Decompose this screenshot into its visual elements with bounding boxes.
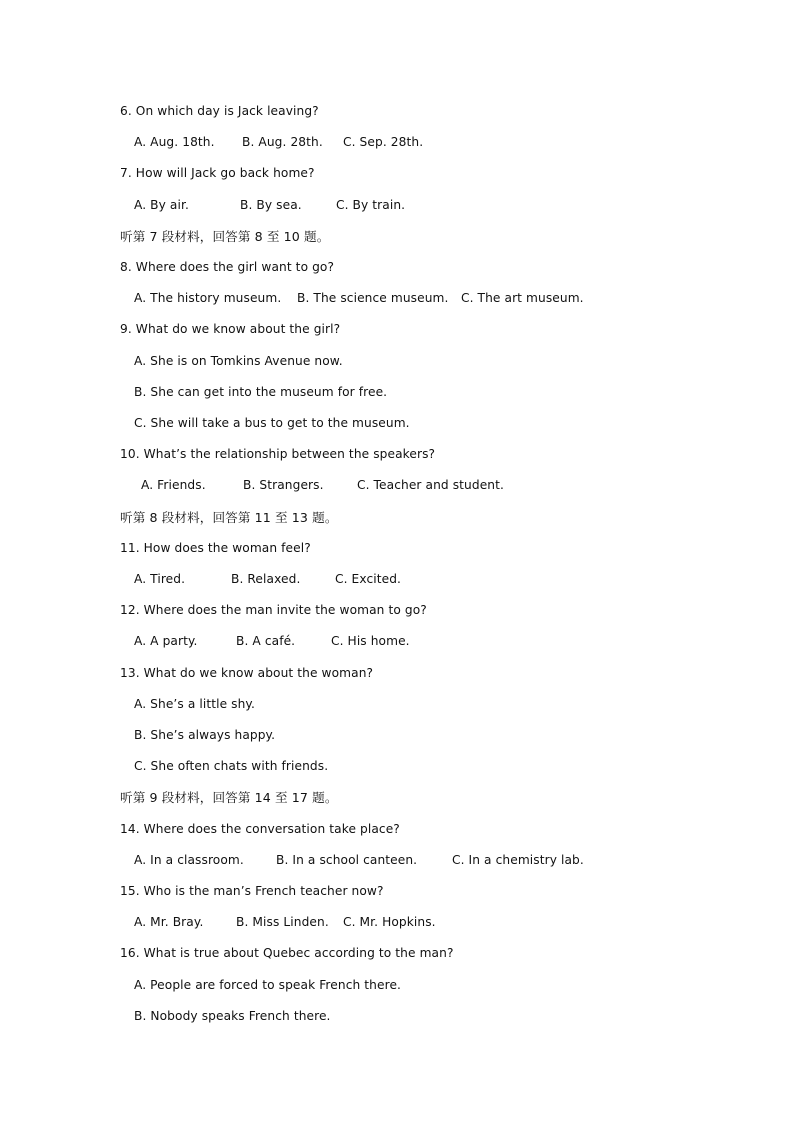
question-9-option-a: A. She is on Tomkins Avenue now. [134,354,343,368]
option-c: C. By train. [336,198,406,212]
question-9-option-b: B. She can get into the museum for free. [134,385,388,399]
option-b: B. By sea. [240,198,302,212]
question-12-stem: 12. Where does the man invite the woman to go? [120,603,427,617]
option-c: C. Sep. 28th. [343,135,424,149]
option-a: A. A party. [134,634,198,648]
option-b: B. The science museum. [297,291,449,305]
question-16-option-a: A. People are forced to speak French there. [134,978,402,992]
option-a: A. Friends. [141,478,206,492]
option-c: C. Teacher and student. [357,478,504,492]
question-16-stem: 16. What is true about Quebec according to the man? [120,946,454,960]
question-14-stem: 14. Where does the conversation take place? [120,822,400,836]
question-8-stem: 8. Where does the girl want to go? [120,260,335,274]
question-13-stem: 13. What do we know about the woman? [120,666,374,680]
option-b: B. In a school canteen. [276,853,418,867]
question-6-stem: 6. On which day is Jack leaving? [120,104,319,118]
option-a: A. In a classroom. [134,853,244,867]
question-9-option-c: C. She will take a bus to get to the museum. [134,416,410,430]
question-13-option-a: A. She’s a little shy. [134,697,255,711]
option-c: C. Excited. [335,572,402,586]
option-a: A. The history museum. [134,291,282,305]
option-b: B. A café. [236,634,296,648]
question-15-options [134,914,436,930]
section-heading-9: 听第 9 段材料，回答第 14 至 17 题。 [120,790,338,805]
question-14-options [134,852,584,868]
option-b: B. Aug. 28th. [242,135,323,149]
section-heading-8: 听第 8 段材料，回答第 11 至 13 题。 [120,510,338,525]
question-10-options [141,477,504,493]
question-13-option-b: B. She’s always happy. [134,728,276,742]
question-8-options [134,290,584,306]
option-b: B. Strangers. [243,478,324,492]
option-b: B. Relaxed. [231,572,301,586]
question-16-option-b: B. Nobody speaks French there. [134,1009,331,1023]
option-c: C. His home. [331,634,410,648]
question-6-options [134,134,423,150]
option-b: B. Miss Linden. [236,915,329,929]
question-11-stem: 11. How does the woman feel? [120,541,311,555]
option-a: A. Mr. Bray. [134,915,204,929]
question-12-options [134,633,410,649]
option-c: C. Mr. Hopkins. [343,915,436,929]
question-9-stem: 9. What do we know about the girl? [120,322,341,336]
question-7-stem: 7. How will Jack go back home? [120,166,315,180]
option-a: A. Aug. 18th. [134,135,215,149]
question-7-options [134,197,405,213]
question-15-stem: 15. Who is the man’s French teacher now? [120,884,384,898]
question-11-options [134,571,401,587]
option-c: C. In a chemistry lab. [452,853,584,867]
section-heading-7: 听第 7 段材料，回答第 8 至 10 题。 [120,229,330,244]
option-a: A. By air. [134,198,189,212]
question-13-option-c: C. She often chats with friends. [134,759,329,773]
question-10-stem: 10. What’s the relationship between the speakers? [120,447,436,461]
option-c: C. The art museum. [461,291,584,305]
option-a: A. Tired. [134,572,186,586]
